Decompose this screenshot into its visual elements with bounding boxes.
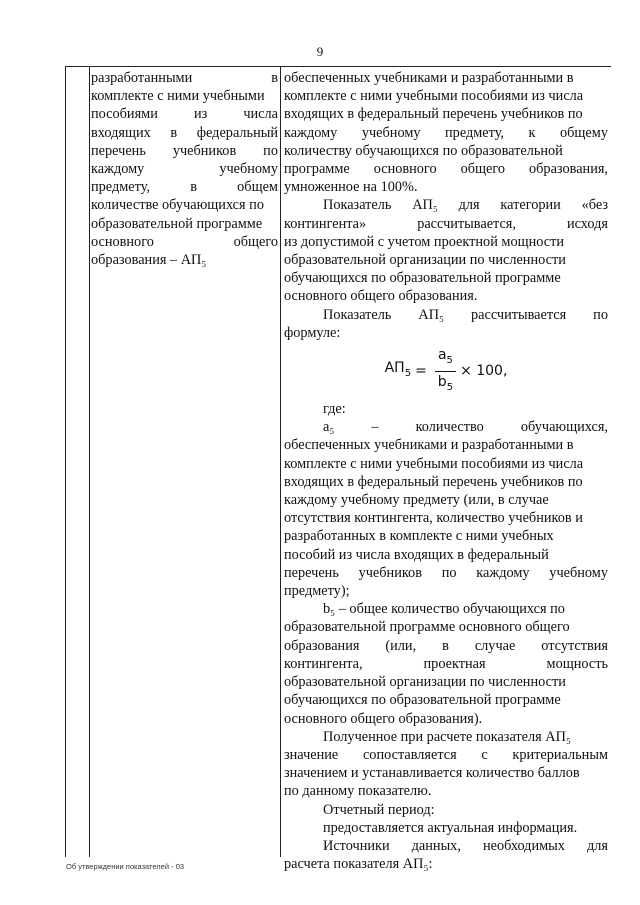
formula	[284, 342, 608, 400]
word: каждому	[284, 124, 338, 141]
text-line	[284, 142, 608, 160]
text-line	[284, 764, 608, 782]
text-line	[284, 600, 608, 618]
text-line	[91, 105, 278, 123]
word: учебному	[361, 124, 421, 141]
indicator-name-cell	[91, 69, 278, 269]
text-line	[91, 87, 278, 105]
word: общем	[237, 179, 278, 196]
word: образования – АП₅	[91, 252, 207, 269]
where-label: где:	[323, 401, 346, 418]
word: числа	[243, 106, 278, 123]
word: входящих	[91, 124, 151, 141]
text-line	[284, 691, 608, 709]
word: учебников	[358, 564, 422, 581]
text-line	[91, 124, 278, 142]
word: перечень	[91, 142, 146, 159]
word: общего	[460, 161, 506, 178]
text-line	[91, 251, 278, 269]
word: в	[442, 637, 449, 654]
word: из	[193, 106, 208, 123]
text-line	[284, 287, 608, 305]
word: для	[586, 837, 608, 854]
word: Источники	[323, 837, 390, 854]
period-value: предоставляется актуальная информация.	[323, 819, 578, 836]
word: данных,	[411, 837, 461, 854]
text-line	[284, 87, 608, 105]
word: из допустимой с учетом проектной мощности	[284, 233, 565, 250]
word: учебников	[172, 142, 237, 159]
text-line	[284, 673, 608, 691]
word: умноженное на 100%.	[284, 179, 418, 196]
word: мощность	[546, 655, 608, 672]
word: контингента,	[284, 655, 363, 672]
text-line	[284, 728, 608, 746]
word: образовательной организации по численности	[284, 252, 566, 269]
word: отсутствия	[541, 637, 608, 654]
word: Показатель	[323, 197, 392, 214]
text-line	[284, 215, 608, 233]
text-line	[284, 655, 608, 673]
word: основного общего образования.	[284, 288, 478, 305]
word: образовательной программе основного общего	[284, 619, 570, 636]
word: входящих в федеральный перечень учебников по	[284, 473, 583, 490]
text-line	[284, 564, 608, 582]
word: по	[263, 142, 278, 159]
word: федеральный	[196, 124, 278, 141]
word: для	[458, 197, 480, 214]
word: в	[170, 124, 178, 141]
word: b₅ – общее количество обучающихся по	[323, 601, 565, 618]
word: предмету,	[91, 179, 150, 196]
word: отсутствия контингента, количество учебников и	[284, 510, 583, 527]
word: образовательной программе	[91, 215, 263, 232]
word: значение	[284, 746, 339, 763]
formula-rhs: × 100,	[460, 362, 508, 379]
text-line	[91, 178, 278, 196]
word: разработанных в комплекте с ними учебных	[284, 528, 554, 545]
word: пособий из числа входящих в федеральный	[284, 546, 549, 563]
word: в	[190, 179, 197, 196]
word: с	[481, 746, 488, 763]
formula-lhs: $АП_5$	[384, 360, 412, 379]
word: по	[441, 564, 457, 581]
text-line	[284, 69, 608, 87]
page-number: 9	[316, 44, 324, 59]
text-line	[284, 837, 608, 855]
text-line	[284, 473, 608, 491]
word: основного	[91, 233, 154, 250]
word: комплекте с ними учебными	[91, 88, 265, 105]
word: количество	[415, 419, 484, 436]
text-line	[284, 527, 608, 545]
word: (или,	[385, 637, 417, 654]
calculation-method-cell	[284, 69, 608, 873]
word: «без	[581, 197, 608, 214]
word: обучающихся по образовательной программе	[284, 692, 561, 709]
text-line	[284, 509, 608, 527]
text-line	[284, 582, 608, 600]
word: входящих в федеральный перечень учебников по	[284, 106, 583, 123]
word: обеспеченных учебниками и разработанными в	[284, 437, 574, 454]
word: a₅	[323, 419, 335, 436]
text-line	[91, 69, 278, 87]
word: перечень	[284, 564, 339, 581]
text-line	[284, 233, 608, 251]
word: пособиями	[91, 106, 158, 123]
word: обучающихся по образовательной программе	[284, 270, 561, 287]
formula-denominator: $b_5$	[437, 373, 454, 393]
word: необходимых	[482, 837, 565, 854]
text-line	[284, 455, 608, 473]
text-line	[284, 306, 608, 324]
word: формуле:	[284, 324, 341, 341]
word: категории	[500, 197, 561, 214]
word: по	[593, 306, 608, 323]
text-line	[91, 160, 278, 178]
word: образовательной организации по численности	[284, 674, 566, 691]
word: комплекте с ними учебными пособиями из числа	[284, 88, 584, 105]
text-line	[284, 618, 608, 636]
word: в	[271, 70, 278, 86]
word: количестве обучающихся по	[91, 197, 264, 214]
word: значением и устанавливается количество баллов	[284, 765, 580, 782]
word: контингента»	[284, 215, 367, 232]
word: Показатель	[323, 306, 392, 323]
word: комплекте с ними учебными пособиями из числа	[284, 455, 584, 472]
word: АП₅	[412, 197, 438, 214]
word: количеству обучающихся по образовательной	[284, 142, 563, 159]
word: общему	[560, 124, 608, 141]
formula-fraction	[435, 346, 456, 397]
text-line	[284, 418, 608, 436]
word: проектная	[423, 655, 486, 672]
word: рассчитывается	[471, 306, 567, 323]
word: программе	[284, 161, 350, 178]
text-line	[284, 710, 608, 728]
word: предмету);	[284, 583, 350, 600]
word: каждому	[91, 161, 145, 178]
text-line	[284, 196, 608, 214]
word: –	[371, 419, 379, 436]
word: к	[528, 124, 536, 141]
text-line	[284, 491, 608, 509]
word: исходя	[566, 215, 608, 232]
text-line	[284, 855, 608, 873]
column-divider	[89, 67, 90, 857]
text-line	[284, 178, 608, 196]
text-line	[284, 546, 608, 564]
text-line	[91, 215, 278, 233]
word: учебному	[549, 564, 608, 581]
word: каждому учебному предмету (или, в случае	[284, 492, 549, 509]
column-divider	[280, 67, 281, 857]
word: АП₅	[418, 306, 445, 323]
period-label: Отчетный период:	[323, 801, 435, 818]
formula-equals: =	[415, 362, 427, 379]
text-line	[284, 160, 608, 178]
text-line	[284, 251, 608, 269]
text-line	[284, 105, 608, 123]
word: рассчитывается,	[417, 215, 516, 232]
word: образования,	[529, 161, 608, 178]
footer-note: Об утверждении показателей - 03	[66, 862, 185, 871]
word: общего	[233, 233, 278, 250]
text-line	[91, 196, 278, 214]
word: основного общего образования).	[284, 710, 483, 727]
text-line	[91, 233, 278, 251]
word: случае	[474, 637, 516, 654]
text-line	[284, 746, 608, 764]
word: обеспеченных учебниками и разработанными в	[284, 70, 574, 86]
text-line	[91, 142, 278, 160]
word: критериальным	[512, 746, 608, 763]
word: сопоставляется	[362, 746, 457, 763]
word: обучающихся,	[520, 419, 608, 436]
word: Полученное при расчете показателя АП₅	[323, 728, 571, 745]
formula-numerator: $a_5$	[435, 346, 456, 372]
word: основного	[373, 161, 437, 178]
text-line	[284, 269, 608, 287]
text-line	[284, 782, 608, 800]
word: каждому	[476, 564, 530, 581]
text-line	[284, 324, 608, 342]
text-line	[284, 124, 608, 142]
word: предмету,	[445, 124, 505, 141]
word: учебному	[219, 161, 278, 178]
word: образования	[284, 637, 360, 654]
word: разработанными	[91, 70, 193, 86]
word: расчета показателя АП₅:	[284, 856, 433, 873]
text-line	[284, 637, 608, 655]
text-line	[284, 436, 608, 454]
word: по данному показателю.	[284, 783, 432, 800]
